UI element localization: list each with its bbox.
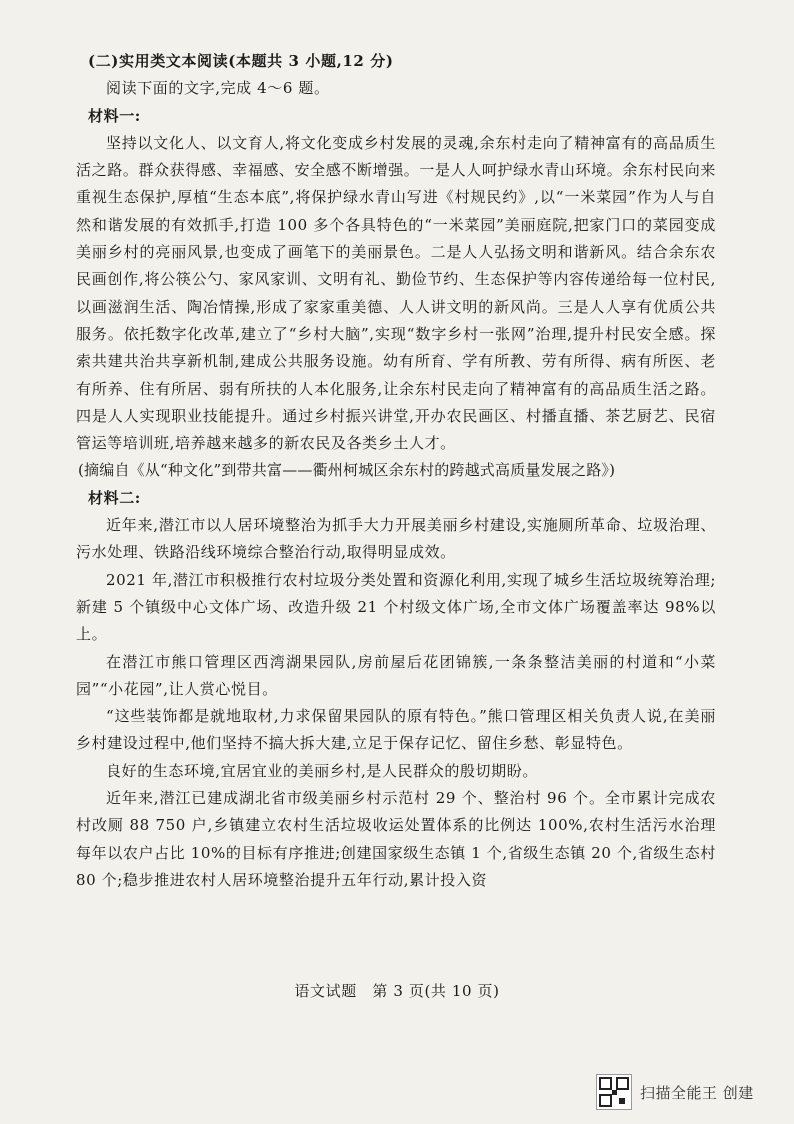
instruction: 阅读下面的文字,完成 4～6 题。 <box>106 79 330 98</box>
material-2-paragraph: 近年来,潜江已建成湖北省市级美丽乡村示范村 29 个、整治村 96 个。全市累计完成农村改厕 88 750 户,乡镇建立农村生活垃圾收运处置体系的比例达 100%,农村生活污水治理每年以农户占比 10%的目标有序推进;创建国家级生态镇 1 个,省级生态镇 20 个,省级生态村 80 个;稳步推进农村人居环境整治提升五年行动,累计投入资 <box>76 789 716 889</box>
page-footer: 语文试题 第 3 页(共 10 页) <box>294 982 500 1000</box>
material-1-label: 材料一: <box>88 106 141 125</box>
scanner-watermark <box>596 1074 754 1110</box>
material-2-paragraph: “这些装饰都是就地取材,力求保留果园队的原有特色。”熊口管理区相关负责人说,在美丽乡村建设过程中,他们坚持不搞大拆大建,立足于保存记忆、留住乡愁、彰显特色。 <box>76 707 716 753</box>
material-2-label: 材料二: <box>88 488 141 507</box>
material-2-paragraph: 2021 年,潜江市积极推行农村垃圾分类处置和资源化利用,实现了城乡生活垃圾统筹治理;新建 5 个镇级中心文体广场、改造升级 21 个村级文体广场,全市文体广场覆盖率达 98%以上。 <box>76 570 716 644</box>
watermark-text: 扫描全能王 创建 <box>640 1083 754 1102</box>
qr-code-icon <box>596 1074 632 1110</box>
material-1-paragraph: 坚持以文化人、以文育人,将文化变成乡村发展的灵魂,余东村走向了精神富有的高品质生活之路。群众获得感、幸福感、安全感不断增强。一是人人呵护绿水青山环境。余东村民向来重视生态保护,厚植“生态本底”,将保护绿水青山写进《村规民约》,以“一米菜园”作为人与自然和谐发展的有效抓手,打造 100 多个各具特色的“一米菜园”美丽庭院,把家门口的菜园变成美丽乡村的亮丽风景,也变成了画笔下的美丽景色。二是人人弘扬文明和谐新风。结合余东农民画创作,将公筷公勺、家风家训、文明有礼、勤俭节约、生态保护等内容传递给每一位村民,以画滋润生活、陶冶情操,形成了家家重美德、人人讲文明的新风尚。三是人人享有优质公共服务。依托数字化改革,建立了“乡村大脑”,实现“数字乡村一张网”治理,提升村民安全感。探索共建共治共享新机制,建成公共服务设施。幼有所育、学有所教、劳有所得、病有所医、老有所养、住有所居、弱有所扶的人本化服务,让余东村民走向了精神富有的高品质生活之路。四是人人实现职业技能提升。通过乡村振兴讲堂,开办农民画区、村播直播、茶艺厨艺、民宿管运等培训班,培养越来越多的新农民及各类乡土人才。 <box>76 133 716 453</box>
section-title: (二)实用类文本阅读(本题共 3 小题,12 分) <box>88 52 394 70</box>
page-content <box>76 48 716 894</box>
material-2-paragraph: 良好的生态环境,宜居宜业的美丽乡村,是人民群众的殷切期盼。 <box>106 761 538 780</box>
material-2-paragraph: 近年来,潜江市以人居环境整治为抓手大力开展美丽乡村建设,实施厕所革命、垃圾治理、污水处理、铁路沿线环境综合整治行动,取得明显成效。 <box>76 516 716 562</box>
material-1-source: (摘编自《从“种文化”到带共富——衢州柯城区余东村的跨越式高质量发展之路》) <box>78 461 616 480</box>
material-2-paragraph: 在潜江市熊口管理区西湾湖果园队,房前屋后花团锦簇,一条条整洁美丽的村道和“小菜园”“小花园”,让人赏心悦目。 <box>76 652 716 698</box>
